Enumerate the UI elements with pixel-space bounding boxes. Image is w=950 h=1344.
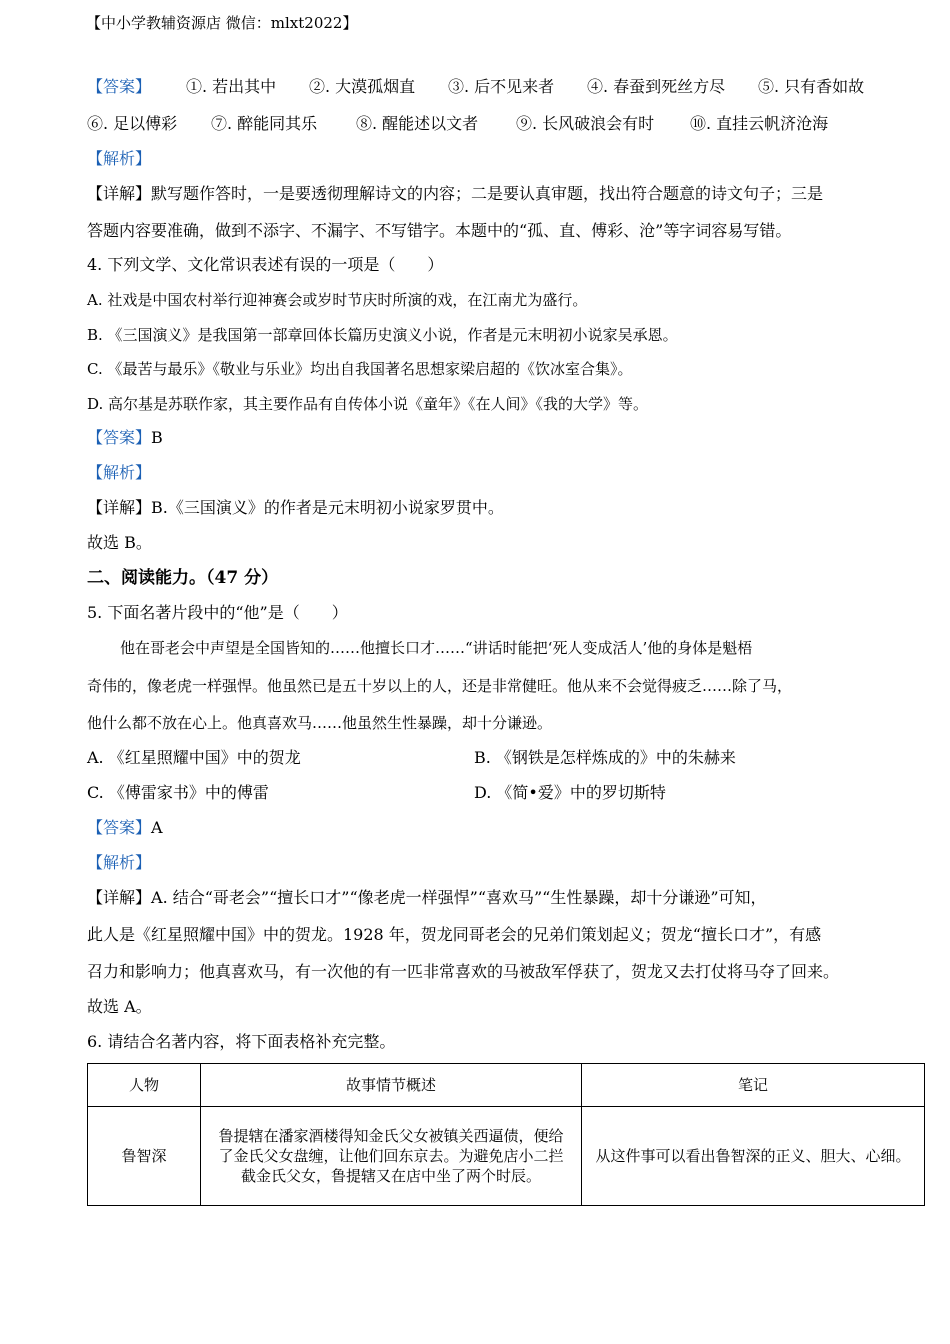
q6-question: 6. 请结合名著内容，将下面表格补充完整。	[87, 1032, 396, 1051]
table-header-row	[88, 1064, 925, 1107]
q4-detail-label: 【详解】	[87, 498, 152, 517]
section-title: 二、阅读能力。（47 分）	[87, 568, 279, 588]
q5-option-d: D. 《简•爱》中的罗切斯特	[474, 783, 666, 802]
q5-option-c: C. 《傅雷家书》中的傅雷	[87, 783, 269, 802]
q3-answer-1: ①. 若出其中	[186, 77, 277, 96]
q5-option-a: A. 《红星照耀中国》中的贺龙	[87, 748, 301, 767]
q5-detail-line-3: 召力和影响力；他真喜欢马，有一次他的有一匹非常喜欢的马被敌军俘获了，贺龙又去打仗将马夺了回来。	[87, 962, 840, 981]
q5-answer-value: A	[151, 818, 163, 837]
q5-detail-line-1: 【详解】A. 结合“哥老会”“擅长口才”“像老虎一样强悍”“喜欢马”“生性暴躁，却十分谦逊”可知，	[87, 888, 767, 907]
q3-detail-label: 【详解】	[87, 184, 152, 203]
q5-passage-line-1: 他在哥老会中声望是全国皆知的……他擅长口才……“讲话时能把‘死人变成活人’他的身体是魁梧	[120, 639, 753, 657]
cell-plot: 鲁提辖在潘家酒楼得知金氏父女被镇关西逼债，便给了金氏父女盘缠，让他们回东京去。为避免店小二拦截金氏父女，鲁提辖又在店中坐了两个时辰。	[201, 1107, 582, 1206]
q5-conclusion: 故选 A。	[87, 997, 152, 1016]
q5-detail-label: 【详解】	[87, 888, 152, 907]
q4-question: 4. 下列文学、文化常识表述有误的一项是（ ）	[87, 255, 444, 274]
q3-answer-2: ②. 大漠孤烟直	[309, 77, 416, 96]
q3-answer-4: ④. 春蚕到死丝方尽	[587, 77, 726, 96]
q3-answer-6: ⑥. 足以傅彩	[87, 114, 178, 133]
q3-answer-10: ⑩. 直挂云帆济沧海	[690, 114, 829, 133]
table-row	[88, 1107, 925, 1206]
q5-detail-line-2: 此人是《红星照耀中国》中的贺龙。1928 年，贺龙同哥老会的兄弟们策划起义；贺龙“擅长口才”，有感	[87, 925, 822, 944]
cell-character: 鲁智深	[88, 1107, 201, 1206]
q5-analysis-label: 【解析】	[87, 853, 152, 872]
q5-passage-line-3: 他什么都不放在心上。他真喜欢马……他虽然生性暴躁，却十分谦逊。	[87, 714, 553, 732]
q3-answer-9: ⑨. 长风破浪会有时	[516, 114, 655, 133]
story-table	[87, 1063, 925, 1206]
q3-answer-3: ③. 后不见来者	[448, 77, 555, 96]
q4-option-c: C. 《最苦与最乐》《敬业与乐业》均出自我国著名思想家梁启超的《饮冰室合集》。	[87, 360, 633, 378]
q3-answer-8: ⑧. 醒能述以文者	[356, 114, 479, 133]
page-header: 【中小学教辅资源店 微信：mlxt2022】	[86, 14, 358, 32]
q4-answer-value: B	[151, 428, 163, 447]
q5-passage-line-2: 奇伟的，像老虎一样强悍。他虽然已是五十岁以上的人，还是非常健旺。他从来不会觉得疲乏……除了马，	[87, 677, 793, 695]
q4-option-d: D. 高尔基是苏联作家，其主要作品有自传体小说《童年》《在人间》《我的大学》等。	[87, 395, 649, 413]
q4-option-a: A. 社戏是中国农村举行迎神赛会或岁时节庆时所演的戏，在江南尤为盛行。	[87, 291, 588, 309]
q4-detail: 【详解】B.《三国演义》的作者是元末明初小说家罗贯中。	[87, 498, 504, 517]
q5-question: 5. 下面名著片段中的“他”是（ ）	[87, 603, 348, 622]
header-character: 人物	[88, 1064, 201, 1107]
q4-analysis-label: 【解析】	[87, 463, 152, 482]
q5-option-b: B. 《钢铁是怎样炼成的》中的朱赫来	[474, 748, 736, 767]
q4-option-b: B. 《三国演义》是我国第一部章回体长篇历史演义小说，作者是元末明初小说家吴承恩。	[87, 326, 678, 344]
q3-detail-line-1: 【详解】默写题作答时，一是要透彻理解诗文的内容；二是要认真审题，找出符合题意的诗文句子；三是	[87, 184, 824, 203]
header-note: 笔记	[582, 1064, 925, 1107]
q4-answer-label: 【答案】	[87, 428, 152, 447]
q4-conclusion: 故选 B。	[87, 533, 152, 552]
q5-answer-label: 【答案】	[87, 818, 152, 837]
q5-answer	[87, 817, 163, 839]
cell-note: 从这件事可以看出鲁智深的正义、胆大、心细。	[582, 1107, 925, 1206]
q3-analysis-label: 【解析】	[87, 149, 152, 168]
header-plot: 故事情节概述	[201, 1064, 582, 1107]
q3-detail-line-2: 答题内容要准确，做到不添字、不漏字、不写错字。本题中的“孤、直、傅彩、沧”等字词容易写错。	[87, 221, 792, 240]
q4-answer	[87, 427, 163, 449]
q3-answer-5: ⑤. 只有香如故	[758, 77, 865, 96]
q3-answer-7: ⑦. 醉能同其乐	[211, 114, 318, 133]
q3-answer-label: 【答案】	[87, 77, 152, 96]
